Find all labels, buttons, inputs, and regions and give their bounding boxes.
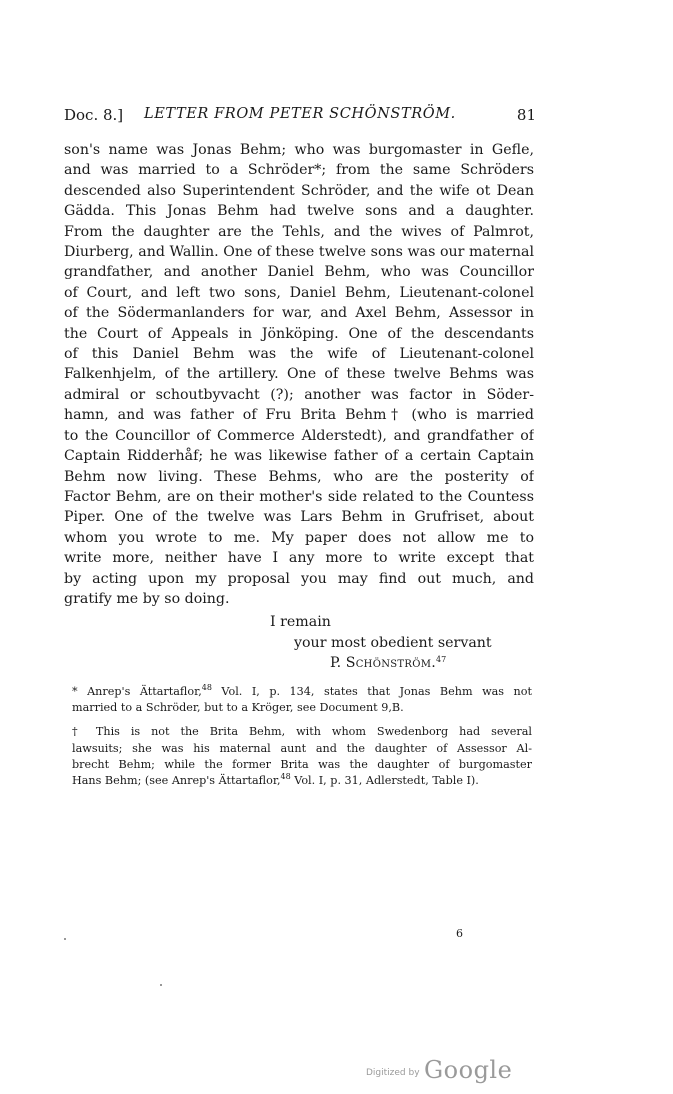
footnote-line: † This is not the Brita Behm, with whom Swedenborg had several [72, 725, 532, 739]
digitization-watermark [366, 1056, 516, 1088]
footnote-line: married to a Schröder, but to a Kröger, see Document 9,B. [72, 701, 404, 715]
body-line: Piper. One of the twelve was Lars Behm in Grufriset, about [64, 509, 534, 526]
body-line: the Court of Appeals in Jönköping. One of the descendants [64, 325, 534, 342]
body-line: Captain Ridderhåf; he was likewise father of a certain Captain [64, 448, 534, 465]
body-line: by acting upon my proposal you may find out much, and [64, 570, 534, 587]
letter-body [64, 140, 534, 609]
watermark-text: Digitized by [366, 1068, 420, 1078]
body-line: Diurberg, and Wallin. One of these twelve sons was our maternal [64, 244, 534, 261]
closing-remain: I remain [270, 614, 331, 630]
body-line: From the daughter are the Tehls, and the wives of Palmrot, [64, 223, 534, 240]
scan-speck [160, 984, 162, 986]
body-line: admiral or schoutbyvacht (?); another was factor in Söder- [64, 386, 534, 403]
footnote-line: Hans Behm; (see Anrep's Ättartaflor,$^{48}$ Vol. I, p. 31, Adlerstedt, Table I). [72, 773, 479, 788]
document-reference: Doc. 8.] [64, 106, 124, 124]
footnote-line: lawsuits; she was his maternal aunt and the daughter of Assessor Al- [72, 741, 532, 755]
body-line: descended also Superintendent Schröder, and the wife ot Dean [64, 182, 534, 199]
scan-speck [64, 938, 66, 940]
footnote-line: * Anrep's Ättartaflor,$^{48}$ Vol. I, p. 134, states that Jonas Behm was not [72, 684, 532, 698]
body-line: of this Daniel Behm was the wife of Lieutenant-colonel [64, 346, 534, 363]
page-number: 81 [516, 106, 536, 124]
body-line: Falkenhjelm, of the artillery. One of these twelve Behms was [64, 366, 534, 383]
note-reference: 47 [436, 655, 447, 664]
note-reference: 48 [280, 773, 291, 782]
body-line: Gädda. This Jonas Behm had twelve sons and a daughter. [64, 203, 534, 220]
signature [330, 653, 446, 673]
body-line: write more, neither have I any more to write except that [64, 550, 534, 567]
body-line: whom you wrote to me. My paper does not allow me to [64, 529, 534, 546]
body-line: Behm now living. These Behms, who are the posterity of [64, 468, 534, 485]
footnotes [72, 684, 532, 789]
signature-initial: P. [330, 655, 346, 671]
footnote-line: brecht Behm; while the former Brita was the daughter of burgomaster [72, 757, 532, 771]
body-line: and was married to a Schröder*; from the same Schröders [64, 162, 534, 179]
body-line: gratify me by so doing. [64, 590, 230, 607]
signature-name: Schönström. [345, 655, 437, 671]
body-line: of the Södermanlanders for war, and Axel Behm, Assessor in [64, 305, 534, 322]
body-line: to the Councillor of Commerce Alderstedt), and grandfather of [64, 427, 534, 444]
body-line: hamn, and was father of Fru Brita Behm† (who is married [64, 407, 534, 424]
body-line: of Court, and left two sons, Daniel Behm, Lieutenant-colonel [64, 284, 534, 301]
body-line: Factor Behm, are on their mother's side related to the Countess [64, 488, 534, 505]
running-title: LETTER FROM PETER SCHÖNSTRÖM. [144, 106, 456, 122]
body-line: grandfather, and another Daniel Behm, who was Councillor [64, 264, 534, 281]
body-line: son's name was Jonas Behm; who was burgomaster in Gefle, [64, 142, 534, 158]
closing-servant: your most obedient servant [294, 635, 492, 651]
google-logo: Google [424, 1056, 513, 1084]
note-reference: 48 [201, 684, 212, 692]
printer-signature-mark: 6 [456, 927, 463, 940]
running-header [64, 106, 536, 128]
